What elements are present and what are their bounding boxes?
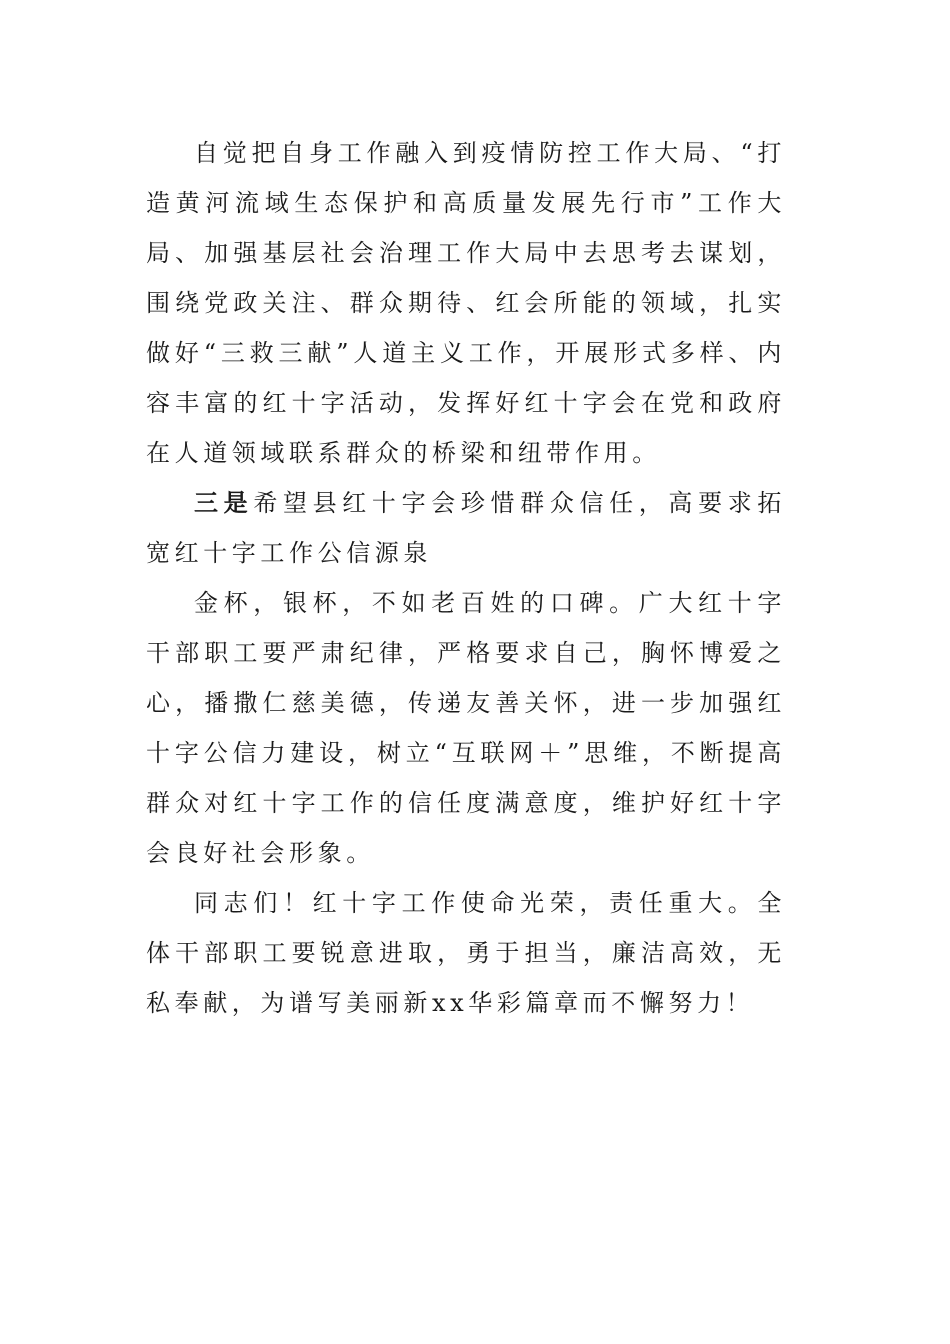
document-body <box>146 128 786 1028</box>
paragraph-4: 同志们！红十字工作使命光荣，责任重大。全体干部职工要锐意进取，勇于担当，廉洁高效，无私奉献，为谱写美丽新xx华彩篇章而不懈努力！ <box>146 889 786 1017</box>
paragraph-1: 自觉把自身工作融入到疫情防控工作大局、“打造黄河流域生态保护和高质量发展先行市”工作大局、加强基层社会治理工作大局中去思考去谋划，围绕党政关注、群众期待、红会所能的领域，扎实做好“三救三献”人道主义工作，开展形式多样、内容丰富的红十字活动，发挥好红十字会在党和政府在人道领域联系群众的桥梁和纽带作用。 <box>146 139 786 467</box>
paragraph-2 <box>146 478 786 578</box>
paragraph-3: 金杯，银杯，不如老百姓的口碑。广大红十字干部职工要严肃纪律，严格要求自己，胸怀博爱之心，播撒仁慈美德，传递友善关怀，进一步加强红十字公信力建设，树立“互联网＋”思维，不断提高群众对红十字工作的信任度满意度，维护好红十字会良好社会形象。 <box>146 589 786 867</box>
paragraph-2-text: 希望县红十字会珍惜群众信任，高要求拓宽红十字工作公信源泉 <box>146 489 786 567</box>
paragraph-2-lead: 三是 <box>194 489 254 517</box>
